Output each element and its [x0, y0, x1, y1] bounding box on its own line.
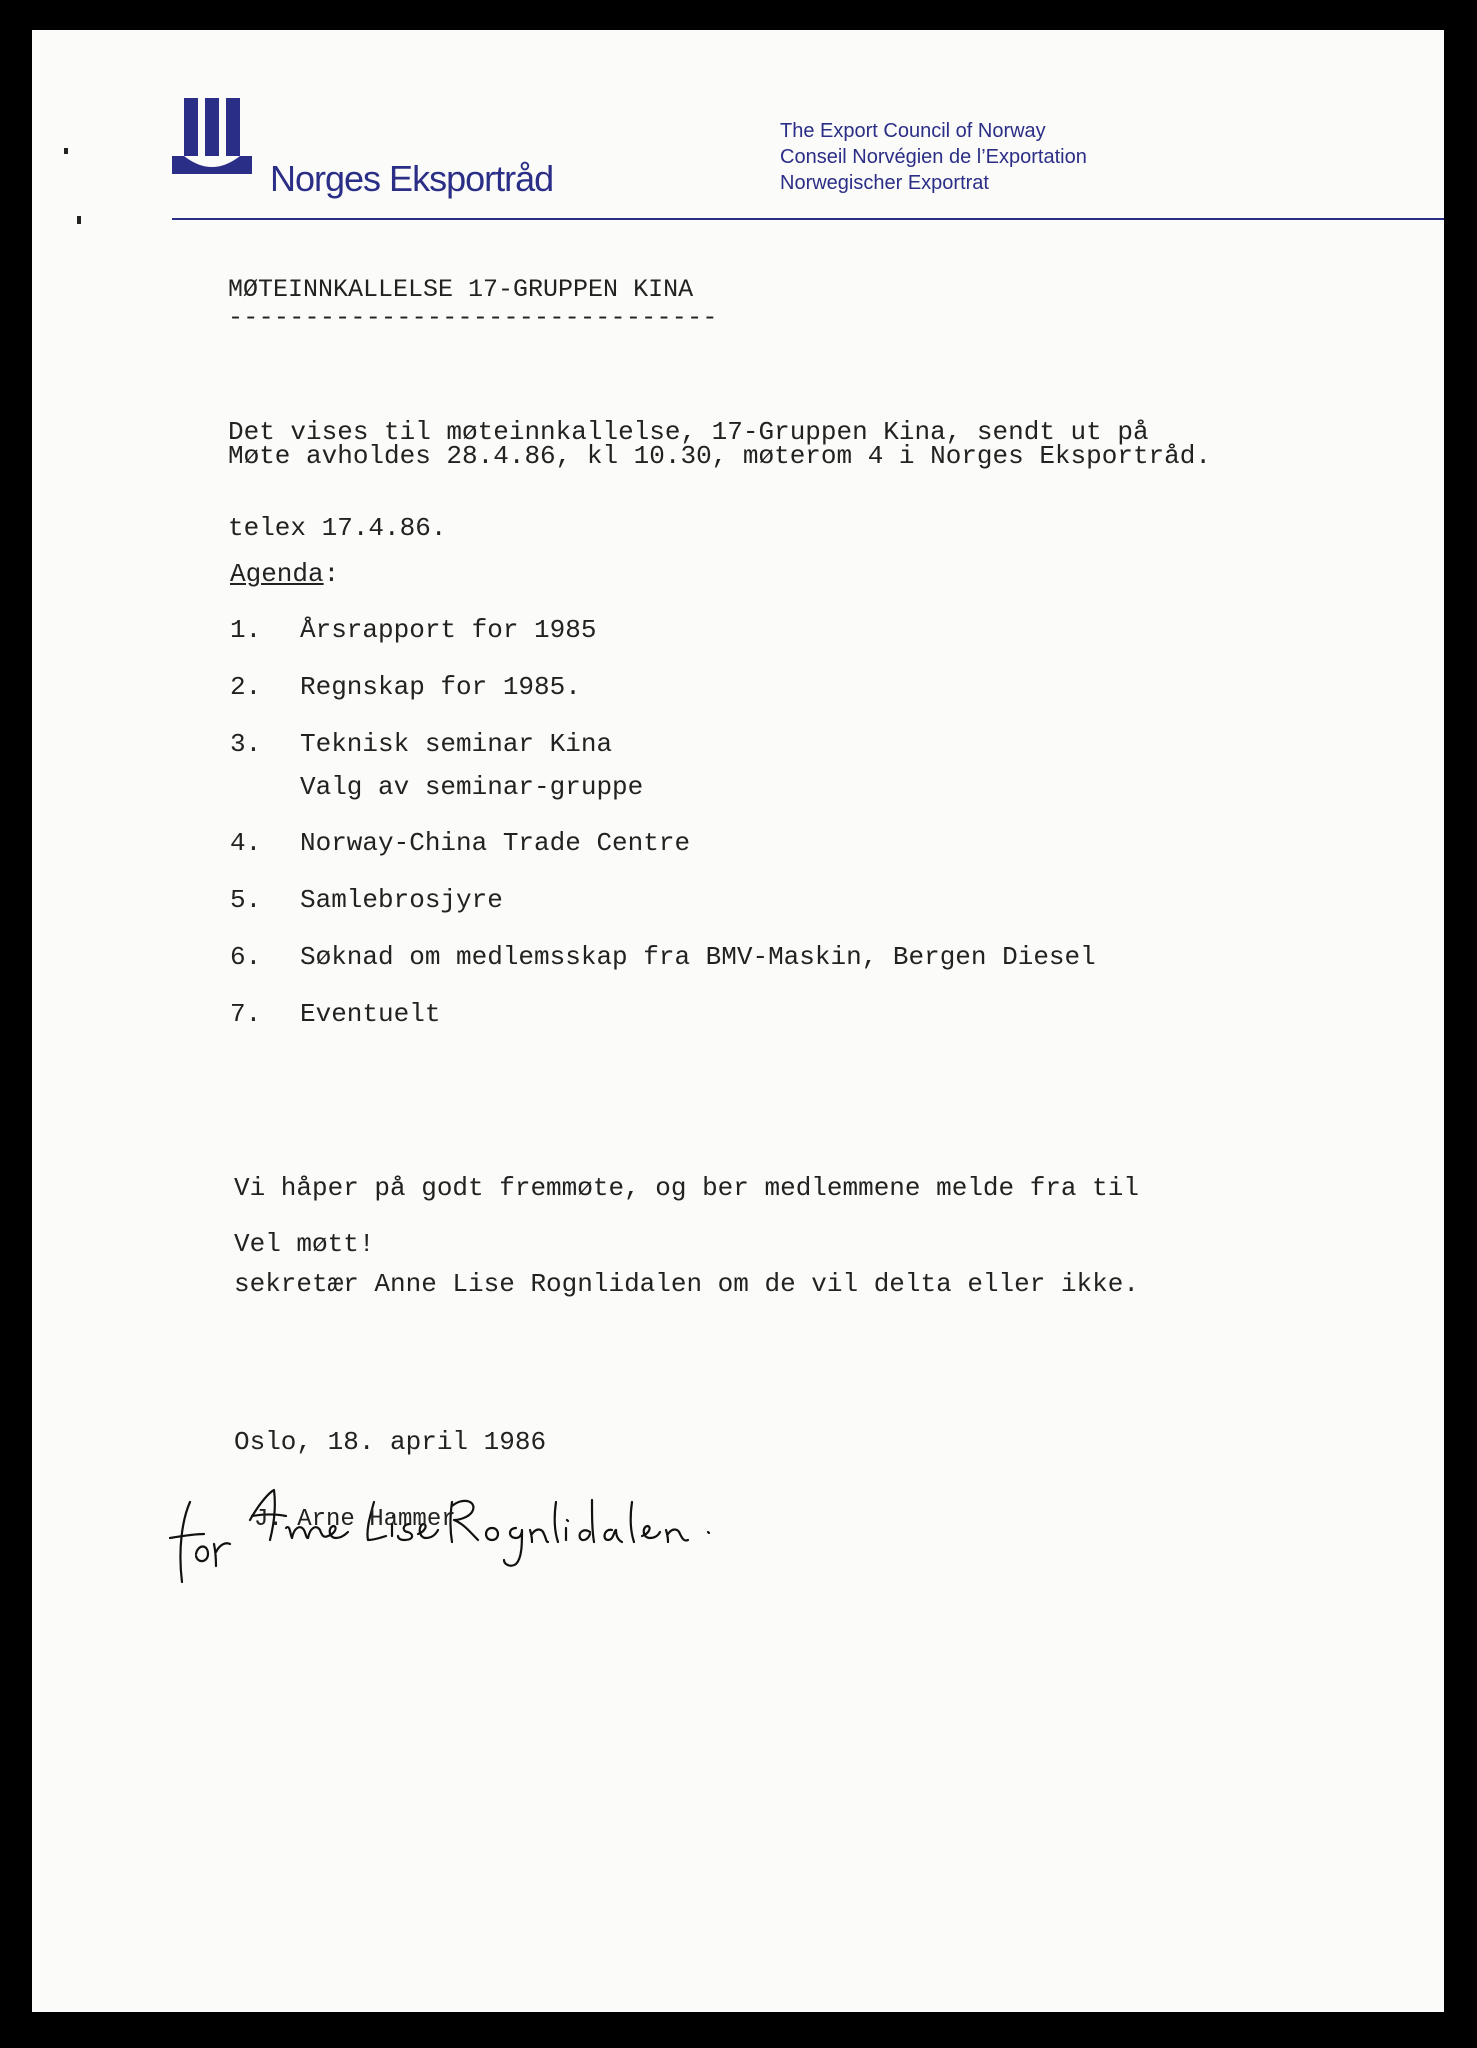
- title-underline: --------------------------------: [228, 303, 718, 332]
- agenda-item-text: Eventuelt: [300, 999, 441, 1029]
- handwritten-signature: [152, 1480, 772, 1590]
- agenda-item-number: 7.: [230, 999, 262, 1029]
- letterhead-rule: [172, 218, 1444, 220]
- signer-name: J. Arne Hammer: [254, 1506, 456, 1533]
- intro-paragraph: [228, 352, 1149, 608]
- council-name-fr: Conseil Norvégien de l’Exportation: [780, 146, 1087, 168]
- agenda-item-text: Søknad om medlemsskap fra BMV-Maskin, Bergen Diesel: [300, 942, 1096, 972]
- agenda-label: Agenda: [230, 559, 324, 589]
- letter-title: MØTEINNKALLELSE 17-GRUPPEN KINA: [228, 275, 694, 304]
- closing-line-1: Vi håper på godt fremmøte, og ber medlemmene melde fra til: [234, 1173, 1139, 1203]
- organization-name: Norges Eksportråd: [270, 158, 554, 199]
- agenda-item-number: 4.: [230, 828, 262, 858]
- closing-line-2: sekretær Anne Lise Rognlidalen om de vil delta eller ikke.: [234, 1269, 1139, 1299]
- council-names: [780, 118, 1087, 196]
- agenda-colon: :: [323, 559, 340, 589]
- scan-speck: [77, 216, 81, 224]
- agenda-item-text: Årsrapport for 1985: [300, 615, 597, 645]
- agenda-item-number: 5.: [230, 885, 262, 915]
- intro-line-1: Det vises til møteinnkallelse, 17-Gruppen Kina, sendt ut på: [228, 417, 1149, 447]
- agenda-item-text: Teknisk seminar Kina: [300, 729, 613, 759]
- agenda-item-text: Norway-China Trade Centre: [300, 828, 691, 858]
- agenda-item-number: 1.: [230, 615, 262, 645]
- agenda-heading: [230, 558, 339, 590]
- scan-speck: [64, 148, 68, 154]
- council-name-en: The Export Council of Norway: [780, 120, 1046, 142]
- intro-line-2: telex 17.4.86.: [228, 513, 447, 543]
- letter-page: [32, 30, 1444, 2012]
- meeting-details: Møte avholdes 28.4.86, kl 10.30, møterom 4 i Norges Eksportråd.: [228, 441, 1211, 471]
- agenda-item-number: 2.: [230, 672, 262, 702]
- agenda-item-text: Samlebrosjyre: [300, 885, 503, 915]
- place-date: Oslo, 18. april 1986: [234, 1427, 547, 1457]
- agenda-item-text: Regnskap for 1985.: [300, 672, 581, 702]
- agenda-item-text: Valg av seminar-gruppe: [300, 772, 644, 802]
- agenda-item-number: 6.: [230, 942, 262, 972]
- council-name-de: Norwegischer Exportrat: [780, 172, 989, 194]
- agenda-item-number: 3.: [230, 729, 262, 759]
- sign-off: Vel møtt!: [234, 1229, 375, 1259]
